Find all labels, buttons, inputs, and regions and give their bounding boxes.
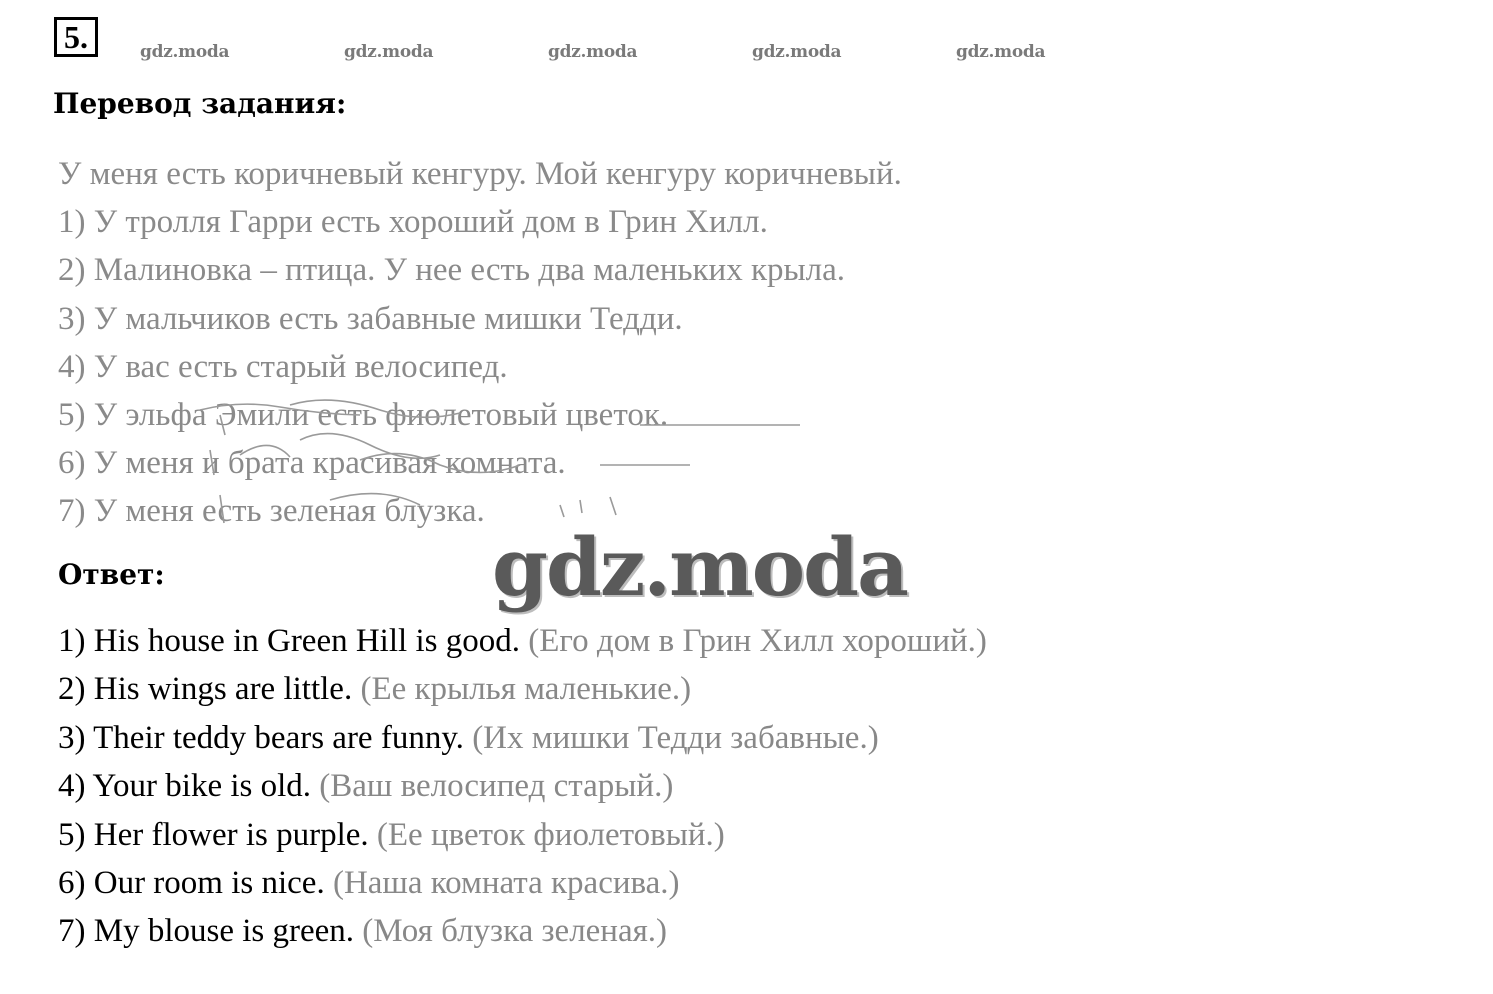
answer-item (58, 665, 987, 713)
translation-heading: Перевод задания: (53, 87, 347, 120)
answer-item (58, 714, 987, 762)
translation-line: 7) У меня есть зеленая блузка. (58, 493, 485, 530)
answer-item (58, 811, 987, 859)
answer-english: 2) His wings are little. (58, 671, 353, 708)
answer-item (58, 907, 987, 955)
answer-russian: (Наша комната красива.) (332, 865, 680, 902)
answer-item (58, 859, 987, 907)
answer-english: 3) Their teddy bears are funny. (58, 719, 464, 756)
answer-list (58, 617, 987, 956)
answer-heading: Ответ: (58, 558, 165, 591)
answer-russian: (Его дом в Грин Хилл хороший.) (528, 623, 987, 659)
translation-line: 1) У тролля Гарри есть хороший дом в Грин Хилл. (58, 204, 768, 241)
watermark-small: gdz.moda (752, 42, 842, 62)
answer-english: 1) His house in Green Hill is good. (58, 623, 520, 659)
translation-line: 2) Малиновка – птица. У нее есть два маленьких крыла. (58, 252, 846, 289)
answer-item (58, 762, 987, 810)
answer-item (58, 617, 987, 665)
watermark-row (140, 42, 1080, 66)
watermark-small: gdz.moda (956, 42, 1046, 62)
answer-russian: (Ваш велосипед старый.) (319, 768, 674, 805)
answer-english: 4) Your bike is old. (58, 768, 312, 805)
watermark-small: gdz.moda (344, 42, 434, 62)
translation-line: 4) У вас есть старый велосипед. (58, 348, 508, 385)
answer-russian: (Моя блузка зеленая.) (362, 913, 668, 950)
translation-line: 3) У мальчиков есть забавные мишки Тедди. (58, 300, 683, 337)
task-number-box: 5. (54, 17, 98, 57)
translation-line: 6) У меня и брата красивая комната. (58, 445, 566, 482)
answer-russian: (Ее крылья маленькие.) (360, 671, 692, 708)
watermark-large: gdz.moda (492, 520, 907, 614)
answer-english: 6) Our room is nice. (58, 865, 325, 902)
answer-russian: (Их мишки Тедди забавные.) (472, 719, 879, 756)
answer-english: 5) Her flower is purple. (58, 816, 369, 853)
translation-line: 5) У эльфа Эмили есть фиолетовый цветок. (58, 397, 669, 434)
watermark-small: gdz.moda (140, 42, 230, 62)
translation-line: У меня есть коричневый кенгуру. Мой кенгуру коричневый. (58, 156, 902, 192)
scribble-overlay (180, 395, 820, 535)
answer-english: 7) My blouse is green. (58, 913, 355, 950)
watermark-small: gdz.moda (548, 42, 638, 62)
answer-russian: (Ее цветок фиолетовый.) (376, 816, 725, 853)
